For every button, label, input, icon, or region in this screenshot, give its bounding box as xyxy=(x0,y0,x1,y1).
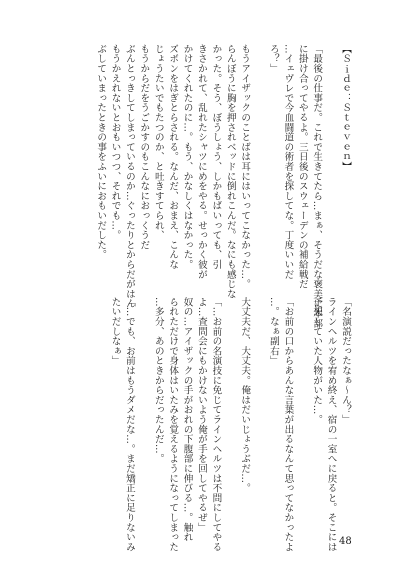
text-line: もうアイザックのことばは耳にはいってこなかった…。 xyxy=(239,44,251,289)
blank-line xyxy=(323,44,337,279)
text-line: 「最後の仕事だ。これで生きてたら…まぁ、そうだな褒美に本部 xyxy=(311,44,323,329)
text-line: 「…でも、お前はもうダメだな…。まだ矯正に足りないみ xyxy=(123,297,135,552)
text-line: 【Ｓｉｄｅ：Ｓｔｅｖｅｎ】 xyxy=(340,44,351,172)
text-line: らんぼうに胸を押されベッドに倒れこんだ。なにも感じな xyxy=(224,44,236,299)
blank-line xyxy=(136,297,150,532)
page-number: 48 xyxy=(339,536,352,547)
text-line: ぶんとっきしてしまっているのか…ぐったりとからだがはん xyxy=(123,44,135,309)
text-line: ラインヘルツを宥め終え、宿の一室へに戻ると。そこには xyxy=(325,297,337,552)
text-line: もうからだをうごかすのもこんなにおっくうだ xyxy=(138,44,150,250)
text-line: 「お前の口からあんな言葉が出るなんて思ってなかったよ xyxy=(282,297,294,552)
text-line: 大丈夫だ、大丈夫。俺はだいじょうぶだ…。 xyxy=(239,297,251,493)
text-line: …イェヴレで今血闘道の術者を探してな。丁度いいだ xyxy=(282,44,294,280)
text-line: ズボンをはぎとらされる。なんだ、おまえ、こんな xyxy=(167,44,179,270)
blank-line xyxy=(251,297,265,532)
text-line: 予想していた人物がいた…。 xyxy=(311,297,323,425)
text-line: 「…お前の名演技に免じてラインヘルツは不問にしてやる xyxy=(210,297,222,552)
text-line: 奴の…アイザックの手がおれの下腹部に伸びる…。触れ xyxy=(181,297,193,542)
text-line: よ…査問会にもかけないよう俺が手を回してやるぜ」 xyxy=(195,297,207,533)
text-line: もうかえれないとおもいつつ、それでも…。 xyxy=(109,44,121,240)
blank-line xyxy=(251,44,265,279)
text-line: …多分、あのときからだったんだ…。 xyxy=(152,297,164,464)
text-line: かけてくれたのに…。もう、かなしくはなかった。 xyxy=(181,44,193,270)
text-line: ぶしていまったときの事をふいにおもいだした。 xyxy=(95,44,107,260)
text-line: …。なぁ副右」 xyxy=(267,297,279,366)
text-line: ろ？」 xyxy=(267,44,279,74)
blank-line xyxy=(294,297,308,532)
text-block-top xyxy=(93,44,352,329)
text-line: じょうたいでもたつのか、と吐きすてられ、 xyxy=(152,44,164,240)
text-line: きさかれて、乱れたシャツにめをやる。せっかく彼が xyxy=(195,44,207,280)
blank-line xyxy=(222,297,236,532)
text-line: たいだしなぁ」 xyxy=(109,297,121,366)
text-line: かった。そう、ぼうしょう、しかもばいっても、引 xyxy=(210,44,222,270)
text-line: 「名演説だったなぁ～ん？」 xyxy=(340,297,351,425)
text-line: に掛け合ってやるよ。三日後のスウェーデンの補給戦だ xyxy=(296,44,308,289)
text-line: られただけで身体はいたみを覚えるようになってしまった xyxy=(167,297,179,552)
